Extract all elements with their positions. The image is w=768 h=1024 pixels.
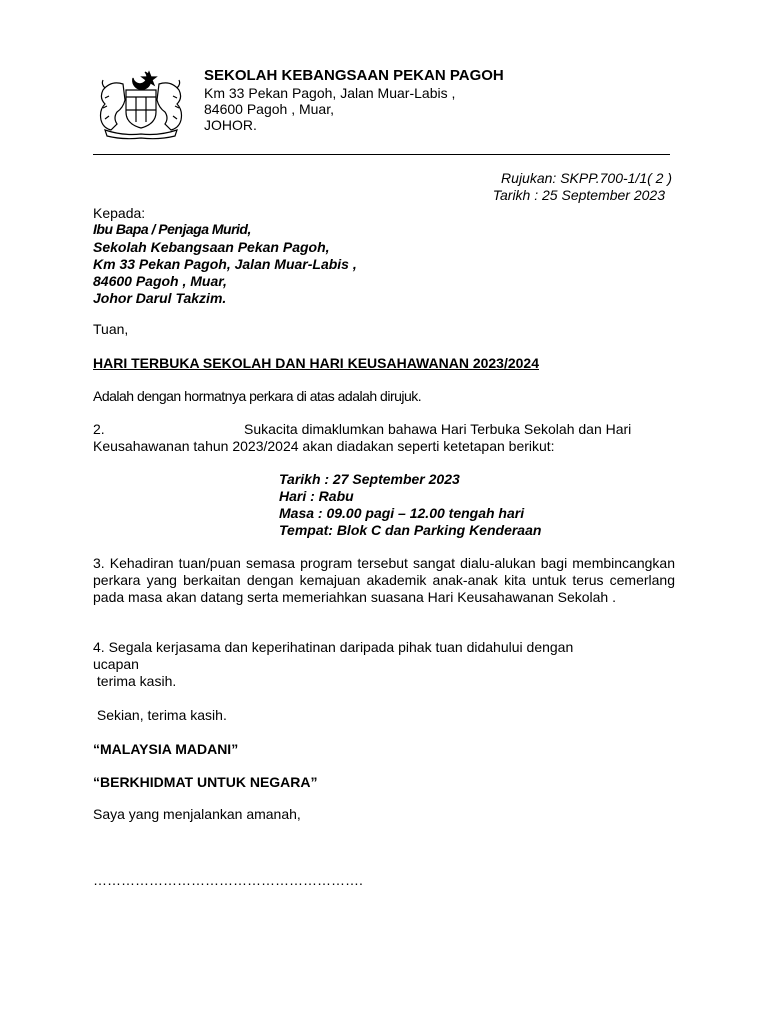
intro-paragraph: Adalah dengan hormatnya perkara di atas adalah dirujuk. [93, 388, 422, 404]
letter-date: Tarikh : 25 September 2023 [492, 187, 665, 203]
reference-number: Rujukan: SKPP.700-1/1( 2 ) [501, 170, 672, 186]
event-venue: Tempat: Blok C dan Parking Kenderaan [279, 522, 542, 538]
event-date: Tarikh : 27 September 2023 [279, 471, 460, 487]
recipient-line-4: 84600 Pagoh , Muar, [93, 273, 227, 289]
school-address-line-1: Km 33 Pekan Pagoh, Jalan Muar-Labis , [204, 85, 456, 101]
event-day: Hari : Rabu [279, 488, 354, 504]
recipient-line-1: Ibu Bapa / Penjaga Murid, [93, 221, 251, 237]
header-divider [93, 154, 670, 155]
signature-line: …………………………………………………. [93, 872, 363, 888]
school-address-line-2: 84600 Pagoh , Muar, [204, 101, 334, 117]
school-address-line-3: JOHOR. [204, 117, 257, 133]
kepada-label: Kepada: [93, 205, 146, 221]
school-name: SEKOLAH KEBANGSAAN PEKAN PAGOH [204, 67, 504, 84]
paragraph-2-line-1: Sukacita dimaklumkan bahawa Hari Terbuka Sekolah dan Hari [244, 421, 632, 437]
recipient-line-2: Sekolah Kebangsaan Pekan Pagoh, [93, 239, 330, 255]
letter-subject: HARI TERBUKA SEKOLAH DAN HARI KEUSAHAWANAN 2023/2024 [93, 355, 539, 371]
sign-off: Saya yang menjalankan amanah, [93, 806, 301, 822]
recipient-line-5: Johor Darul Takzim. [93, 290, 227, 306]
closing-line: Sekian, terima kasih. [93, 707, 227, 723]
paragraph-2-number: 2. [93, 421, 105, 437]
event-time: Masa : 09.00 pagi – 12.00 tengah hari [279, 505, 525, 521]
paragraph-4-line-1: 4. Segala kerjasama dan keperihatinan daripada pihak tuan didahului dengan [93, 639, 574, 655]
malaysia-coat-of-arms-icon [93, 66, 189, 140]
salutation: Tuan, [93, 321, 129, 337]
slogan-berkhidmat: “BERKHIDMAT UNTUK NEGARA” [93, 774, 318, 790]
paragraph-4-line-2: ucapan [93, 656, 139, 672]
paragraph-4-line-3: terima kasih. [93, 673, 177, 689]
paragraph-3: 3. Kehadiran tuan/puan semasa program tersebut sangat dialu-alukan bagi membincangkan perkara yang berkaitan dengan kemajuan akademik anak-anak kita untuk terus cemerlang pada masa akan datang serta memeriahkan suasana Hari Keusahawanan Sekolah . [93, 555, 675, 605]
recipient-line-3: Km 33 Pekan Pagoh, Jalan Muar-Labis , [93, 256, 357, 272]
slogan-malaysia-madani: “MALAYSIA MADANI” [93, 741, 239, 757]
paragraph-2-line-2: Keusahawanan tahun 2023/2024 akan diadakan seperti ketetapan berikut: [93, 438, 555, 454]
